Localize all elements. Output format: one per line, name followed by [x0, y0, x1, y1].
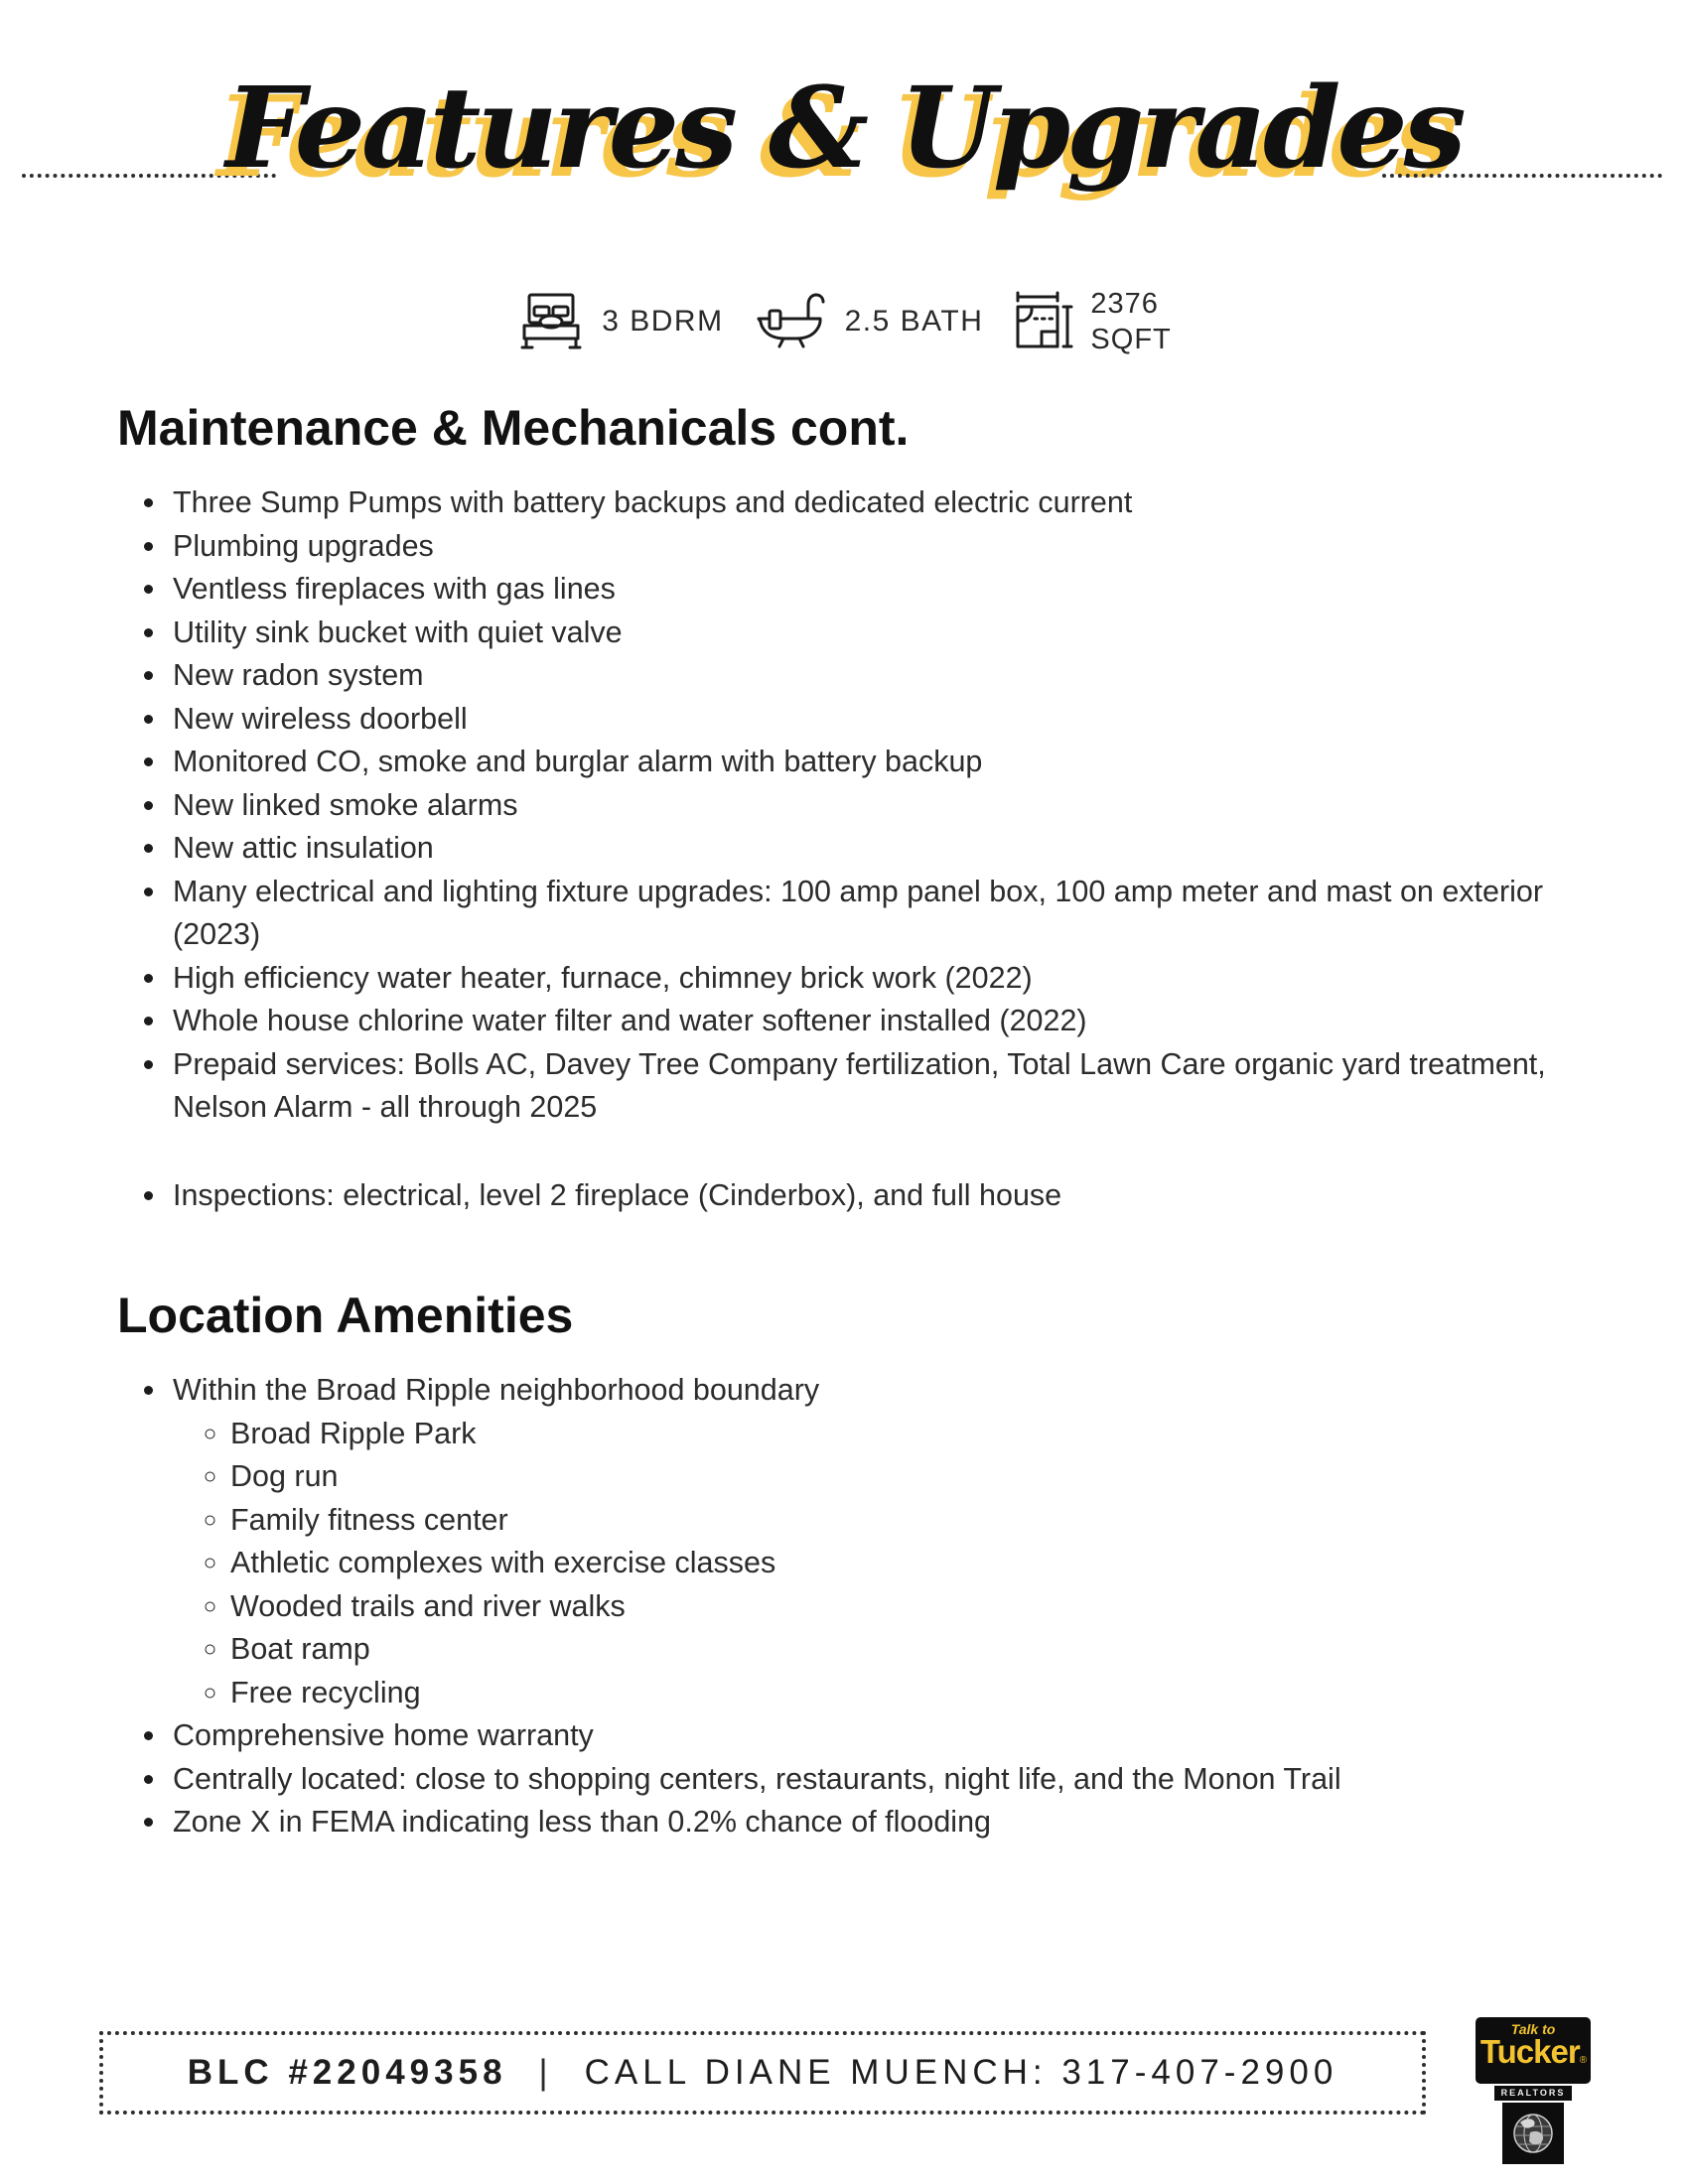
- property-stats: [0, 286, 1688, 357]
- list-item: • New linked smoke alarms: [169, 784, 1577, 828]
- bed-icon: [516, 291, 586, 352]
- section-location-amenities: [117, 1289, 1577, 1844]
- list-item: • Three Sump Pumps with battery backups and dedicated electric current: [169, 481, 1577, 525]
- list-item: • Comprehensive home warranty: [169, 1714, 1577, 1758]
- footer-divider: |: [538, 2053, 553, 2092]
- header-divider-right: [1382, 174, 1662, 178]
- list-item: • High efficiency water heater, furnace, chimney brick work (2022): [169, 957, 1577, 1001]
- listing-id: BLC #22049358: [187, 2053, 507, 2092]
- location-amenities-list: [117, 1369, 1577, 1844]
- sub-list-item: ◦ Wooded trails and river walks: [230, 1585, 1577, 1629]
- sub-list-item: ◦ Family fitness center: [230, 1499, 1577, 1543]
- sqft-unit: SQFT: [1090, 324, 1172, 355]
- sub-list-item: ◦ Athletic complexes with exercise classes: [230, 1542, 1577, 1585]
- list-item: • Ventless fireplaces with gas lines: [169, 568, 1577, 612]
- footer-contact-bar: [99, 2031, 1426, 2115]
- list-item: • Prepaid services: Bolls AC, Davey Tree Company fertilization, Total Lawn Care organic yard treatment, Nelson Alarm - all through 2025: [169, 1043, 1577, 1130]
- list-item: • Centrally located: close to shopping centers, restaurants, night life, and the Monon Trail: [169, 1758, 1577, 1802]
- list-item: • Many electrical and lighting fixture upgrades: 100 amp panel box, 100 amp meter and mast on exterior (2023): [169, 871, 1577, 957]
- list-item: • Whole house chlorine water filter and water softener installed (2022): [169, 1000, 1577, 1043]
- logo-brand-name: [1479, 2033, 1587, 2077]
- logo-realtors-text: REALTORS: [1494, 2086, 1572, 2101]
- sqft-label: [1090, 286, 1171, 357]
- list-item: • Zone X in FEMA indicating less than 0.2% chance of flooding: [169, 1801, 1577, 1844]
- maintenance-heading: Maintenance & Mechanicals cont.: [117, 400, 910, 456]
- flyer-content: [117, 401, 1577, 1844]
- list-item: • New radon system: [169, 654, 1577, 698]
- list-item: • Plumbing upgrades: [169, 525, 1577, 569]
- sqft-value: 2376: [1090, 288, 1159, 320]
- list-item: • Monitored CO, smoke and burglar alarm with battery backup: [169, 741, 1577, 784]
- location-amenities-heading: Location Amenities: [117, 1288, 574, 1343]
- stat-bathrooms: [754, 291, 984, 352]
- registered-mark: ®: [1579, 2055, 1587, 2066]
- page-title: Features & Upgrades: [225, 64, 1463, 194]
- list-item: • Inspections: electrical, level 2 fireplace (Cinderbox), and full house: [169, 1174, 1577, 1218]
- logo-talk-to-text: Talk to: [1510, 2021, 1556, 2037]
- globe-icon: [1502, 2103, 1564, 2164]
- list-item: • Utility sink bucket with quiet valve: [169, 612, 1577, 655]
- list-item: • New wireless doorbell: [169, 698, 1577, 742]
- logo-brand-word: Tucker: [1479, 2033, 1580, 2070]
- bedrooms-label: 3 BDRM: [602, 305, 724, 338]
- agent-contact-info: CALL DIANE MUENCH: 317-407-2900: [584, 2053, 1338, 2092]
- floorplan-icon: [1013, 291, 1074, 352]
- tucker-logo: [1476, 2017, 1591, 2164]
- sub-list-item: ◦ Broad Ripple Park: [230, 1413, 1577, 1456]
- stat-bedrooms: [516, 291, 723, 352]
- sub-list: [173, 1413, 1577, 1715]
- section-maintenance: [117, 401, 1577, 1217]
- sub-list-item: ◦ Dog run: [230, 1455, 1577, 1499]
- stat-sqft: [1013, 286, 1171, 357]
- maintenance-list: [117, 481, 1577, 1217]
- sub-list-item: ◦ Free recycling: [230, 1672, 1577, 1715]
- tucker-logo-plate: [1476, 2017, 1591, 2084]
- bathrooms-label: 2.5 BATH: [844, 305, 984, 338]
- list-item: • Within the Broad Ripple neighborhood boundary ◦ Broad Ripple Park ◦ Dog run ◦ Family fitness center ◦ Athletic complexes with exercise classes ◦ Wooded trails and river walks ◦ Boat ramp ◦ Free recycling: [169, 1369, 1577, 1714]
- list-item: • New attic insulation: [169, 827, 1577, 871]
- bath-icon: [754, 291, 829, 352]
- sub-list-item: ◦ Boat ramp: [230, 1628, 1577, 1672]
